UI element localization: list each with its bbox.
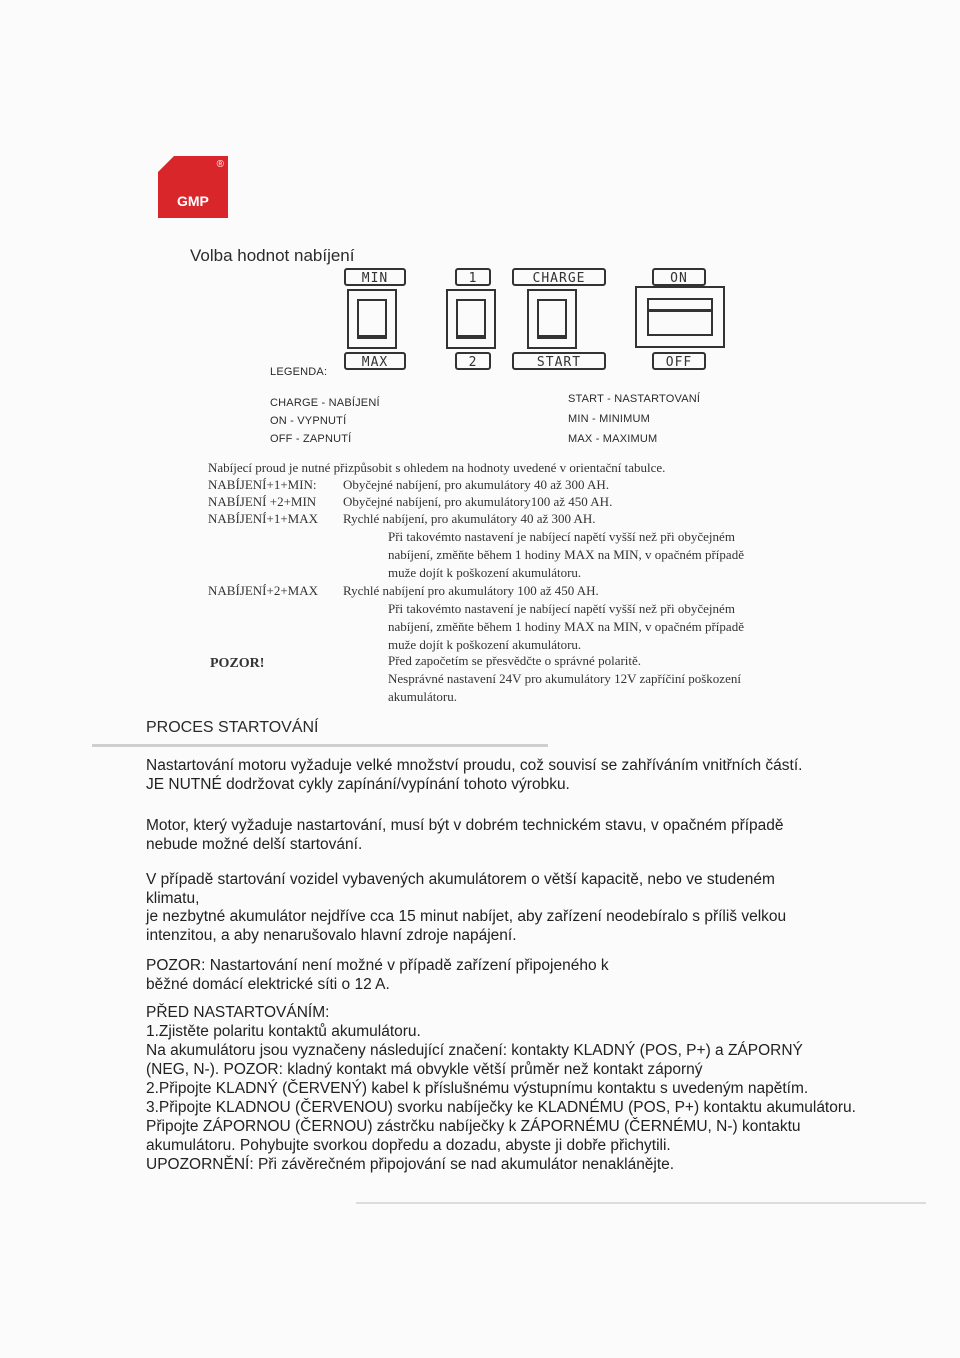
legend-left-2: OFF - ZAPNUTÍ (270, 433, 352, 445)
charging-text-0: Obyčejné nabíjení, pro akumulátory 40 až 300 AH. (343, 477, 610, 492)
logo-text: GMP (177, 193, 209, 209)
switch-charge-start (527, 289, 577, 349)
start-line-15: 3.Připojte KLADNOU (ČERVENOU) svorku nabíječky ke KLADNÉMU (POS, P+) kontaktu akumulátoru. (146, 1099, 856, 1116)
label-1: 1 (455, 268, 491, 286)
start-line-11: 1.Zjistěte polaritu kontaktů akumulátoru. (146, 1023, 421, 1040)
charging-key-2: NABÍJENÍ+1+MAX (208, 511, 318, 526)
charging-text-4: nabíjení, změňte během 1 hodiny MAX na MIN, v opačném případě (388, 547, 744, 562)
start-section-title: PROCES STARTOVÁNÍ (146, 719, 319, 736)
pozor-label: POZOR! (210, 656, 265, 671)
divider-rule (92, 744, 548, 747)
label-on: ON (652, 268, 706, 286)
start-line-14: 2.Připojte KLADNÝ (ČERVENÝ) kabel k příslušnému výstupnímu kontaktu s uvedeným napětím. (146, 1080, 809, 1097)
legend-left-0: CHARGE - NABÍJENÍ (270, 397, 380, 409)
charging-text-11: Nesprávné nastavení 24V pro akumulátory 12V zapříčiní poškození (388, 671, 741, 686)
start-line-0: Nastartování motoru vyžaduje velké množství proudu, což souvisí se zahříváním vnitřních částí. (146, 757, 803, 774)
gmp-logo (158, 156, 228, 218)
switch-min-max (347, 289, 397, 349)
charging-text-3: Při takovémto nastavení je nabíjecí napětí vyšší než při obyčejném (388, 529, 735, 544)
label-off: OFF (652, 352, 706, 370)
charging-text-12: akumulátoru. (388, 689, 457, 704)
start-line-5: klimatu, (146, 890, 200, 907)
charging-key-1: NABÍJENÍ +2+MIN (208, 494, 317, 509)
start-line-1: JE NUTNÉ dodržovat cykly zapínání/vypínání tohoto výrobku. (146, 776, 570, 793)
charging-text-2: Rychlé nabíjení, pro akumulátory 40 až 300 AH. (343, 511, 596, 526)
label-min: MIN (344, 268, 406, 286)
registered-mark: ® (216, 159, 224, 170)
start-line-8: POZOR: Nastartování není možné v případě zařízení připojeného k (146, 957, 609, 974)
charging-text-5: muže dojít k poškození akumulátoru. (388, 565, 582, 580)
label-2: 2 (455, 352, 491, 370)
switch-1-2 (446, 289, 496, 349)
legend-right-1: MIN - MINIMUM (568, 413, 651, 425)
charging-key-0: NABÍJENÍ+1+MIN: (208, 477, 317, 492)
label-start: START (512, 352, 606, 370)
start-line-7: intenzitou, a aby nenarušovalo hlavní zdroje napájení. (146, 927, 517, 944)
charging-text-9: muže dojít k poškození akumulátoru. (388, 637, 582, 652)
switch-on-off (635, 286, 725, 348)
charging-text-6: Rychlé nabíjení pro akumulátory 100 až 450 AH. (343, 583, 599, 598)
start-line-12: Na akumulátoru jsou vyznačeny následující značení: kontakty KLADNÝ (POS, P+) a ZÁPORNÝ (146, 1042, 803, 1059)
charging-text-1: Obyčejné nabíjení, pro akumulátory100 až 450 AH. (343, 494, 613, 509)
charging-key-6: NABÍJENÍ+2+MAX (208, 583, 318, 598)
legend-right-2: MAX - MAXIMUM (568, 433, 658, 445)
logo-corner-cut (158, 156, 174, 172)
start-line-16: Připojte ZÁPORNOU (ČERNOU) zástrčku nabíječky k ZÁPORNÉMU (ČERNÉMU, N-) kontaktu (146, 1118, 801, 1135)
section-title: Volba hodnot nabíjení (190, 246, 355, 265)
charging-text-10: Před započetím se přesvědčte o správné polaritě. (388, 653, 642, 668)
legend-left-1: ON - VYPNUTÍ (270, 415, 347, 427)
legend-title: LEGENDA: (270, 366, 328, 378)
label-max: MAX (344, 352, 406, 370)
start-line-6: je nezbytné akumulátor nejdříve cca 15 minut nabíjet, aby zařízení neodebíralo s příliš velkou (146, 908, 787, 925)
label-charge: CHARGE (512, 268, 606, 286)
bottom-scan-line (356, 1202, 926, 1204)
start-line-13: (NEG, N-). POZOR: kladný kontakt má obvykle větší průměr než kontakt záporný (146, 1061, 703, 1078)
start-line-2: Motor, který vyžaduje nastartování, musí být v dobrém technickém stavu, v opačném případě (146, 817, 784, 834)
legend-right-0: START - NASTARTOVANÍ (568, 393, 701, 405)
start-line-9: běžné domácí elektrické síti o 12 A. (146, 976, 390, 993)
charging-text-7: Při takovémto nastavení je nabíjecí napětí vyšší než při obyčejném (388, 601, 735, 616)
charging-text-8: nabíjení, změňte během 1 hodiny MAX na MIN, v opačném případě (388, 619, 744, 634)
start-line-3: nebude možné delší startování. (146, 836, 363, 853)
start-line-18: UPOZORNĚNÍ: Při závěrečném připojování se nad akumulátor nenaklánějte. (146, 1156, 675, 1173)
start-line-17: akumulátoru. Pohybujte svorkou dopředu a dozadu, abyste ji dobře přichytili. (146, 1137, 671, 1154)
start-line-4: V případě startování vozidel vybavených akumulátorem o větší kapacitě, nebo ve studeném (146, 871, 775, 888)
charging-intro: Nabíjecí proud je nutné přizpůsobit s ohledem na hodnoty uvedené v orientační tabulce. (208, 460, 666, 475)
start-line-10: PŘED NASTARTOVÁNÍM: (146, 1004, 330, 1021)
